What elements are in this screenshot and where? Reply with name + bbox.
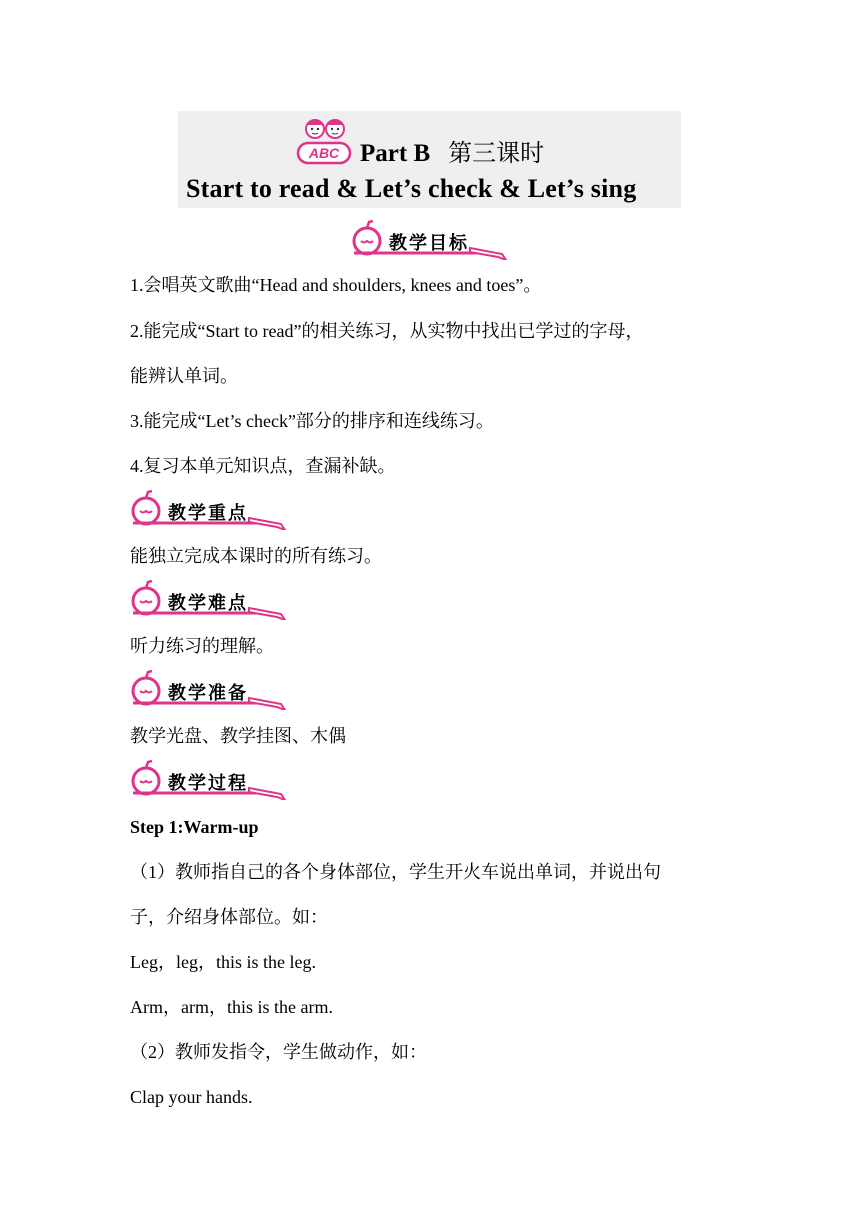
process-line: （2）教师发指令，学生做动作，如： <box>130 1042 427 1062</box>
banner-subtitle: Start to read & Let’s check & Let’s sing <box>186 174 637 203</box>
section-objectives-header: 教学目标 <box>350 220 510 260</box>
objective-line: 2.能完成“Start to read”的相关练习，从实物中找出已学过的字母， <box>130 321 644 341</box>
process-line: （1）教师指自己的各个身体部位，学生开火车说出单词，并说出句 <box>130 862 661 882</box>
section-key-points-header: 教学重点 <box>129 490 289 530</box>
preparation-text: 教学光盘、教学挂图、木偶 <box>130 726 346 746</box>
objective-line: 能辨认单词。 <box>130 366 238 386</box>
difficulties-text: 听力练习的理解。 <box>130 636 274 656</box>
objective-line: 3.能完成“Let’s check”部分的排序和连线练习。 <box>130 411 494 431</box>
section-preparation-header: 教学准备 <box>129 670 289 710</box>
lesson-banner <box>178 111 681 208</box>
process-line: Clap your hands. <box>130 1087 253 1107</box>
step1-title: Step 1:Warm-up <box>130 817 259 837</box>
banner-title: Part B 第三课时 <box>360 139 545 167</box>
process-line: Arm，arm，this is the arm. <box>130 997 333 1017</box>
objective-line: 1.会唱英文歌曲“Head and shoulders, knees and toes”。 <box>130 275 542 295</box>
process-line: 子，介绍身体部位。如： <box>130 907 328 927</box>
section-process-header: 教学过程 <box>129 760 289 800</box>
svg-text:ABC: ABC <box>308 145 340 161</box>
section-difficulties-header: 教学难点 <box>129 580 289 620</box>
key-points-text: 能独立完成本课时的所有练习。 <box>130 546 382 566</box>
process-line: Leg，leg，this is the leg. <box>130 952 316 972</box>
objective-line: 4.复习本单元知识点，查漏补缺。 <box>130 456 396 476</box>
kids-abc-logo-icon <box>295 115 353 167</box>
